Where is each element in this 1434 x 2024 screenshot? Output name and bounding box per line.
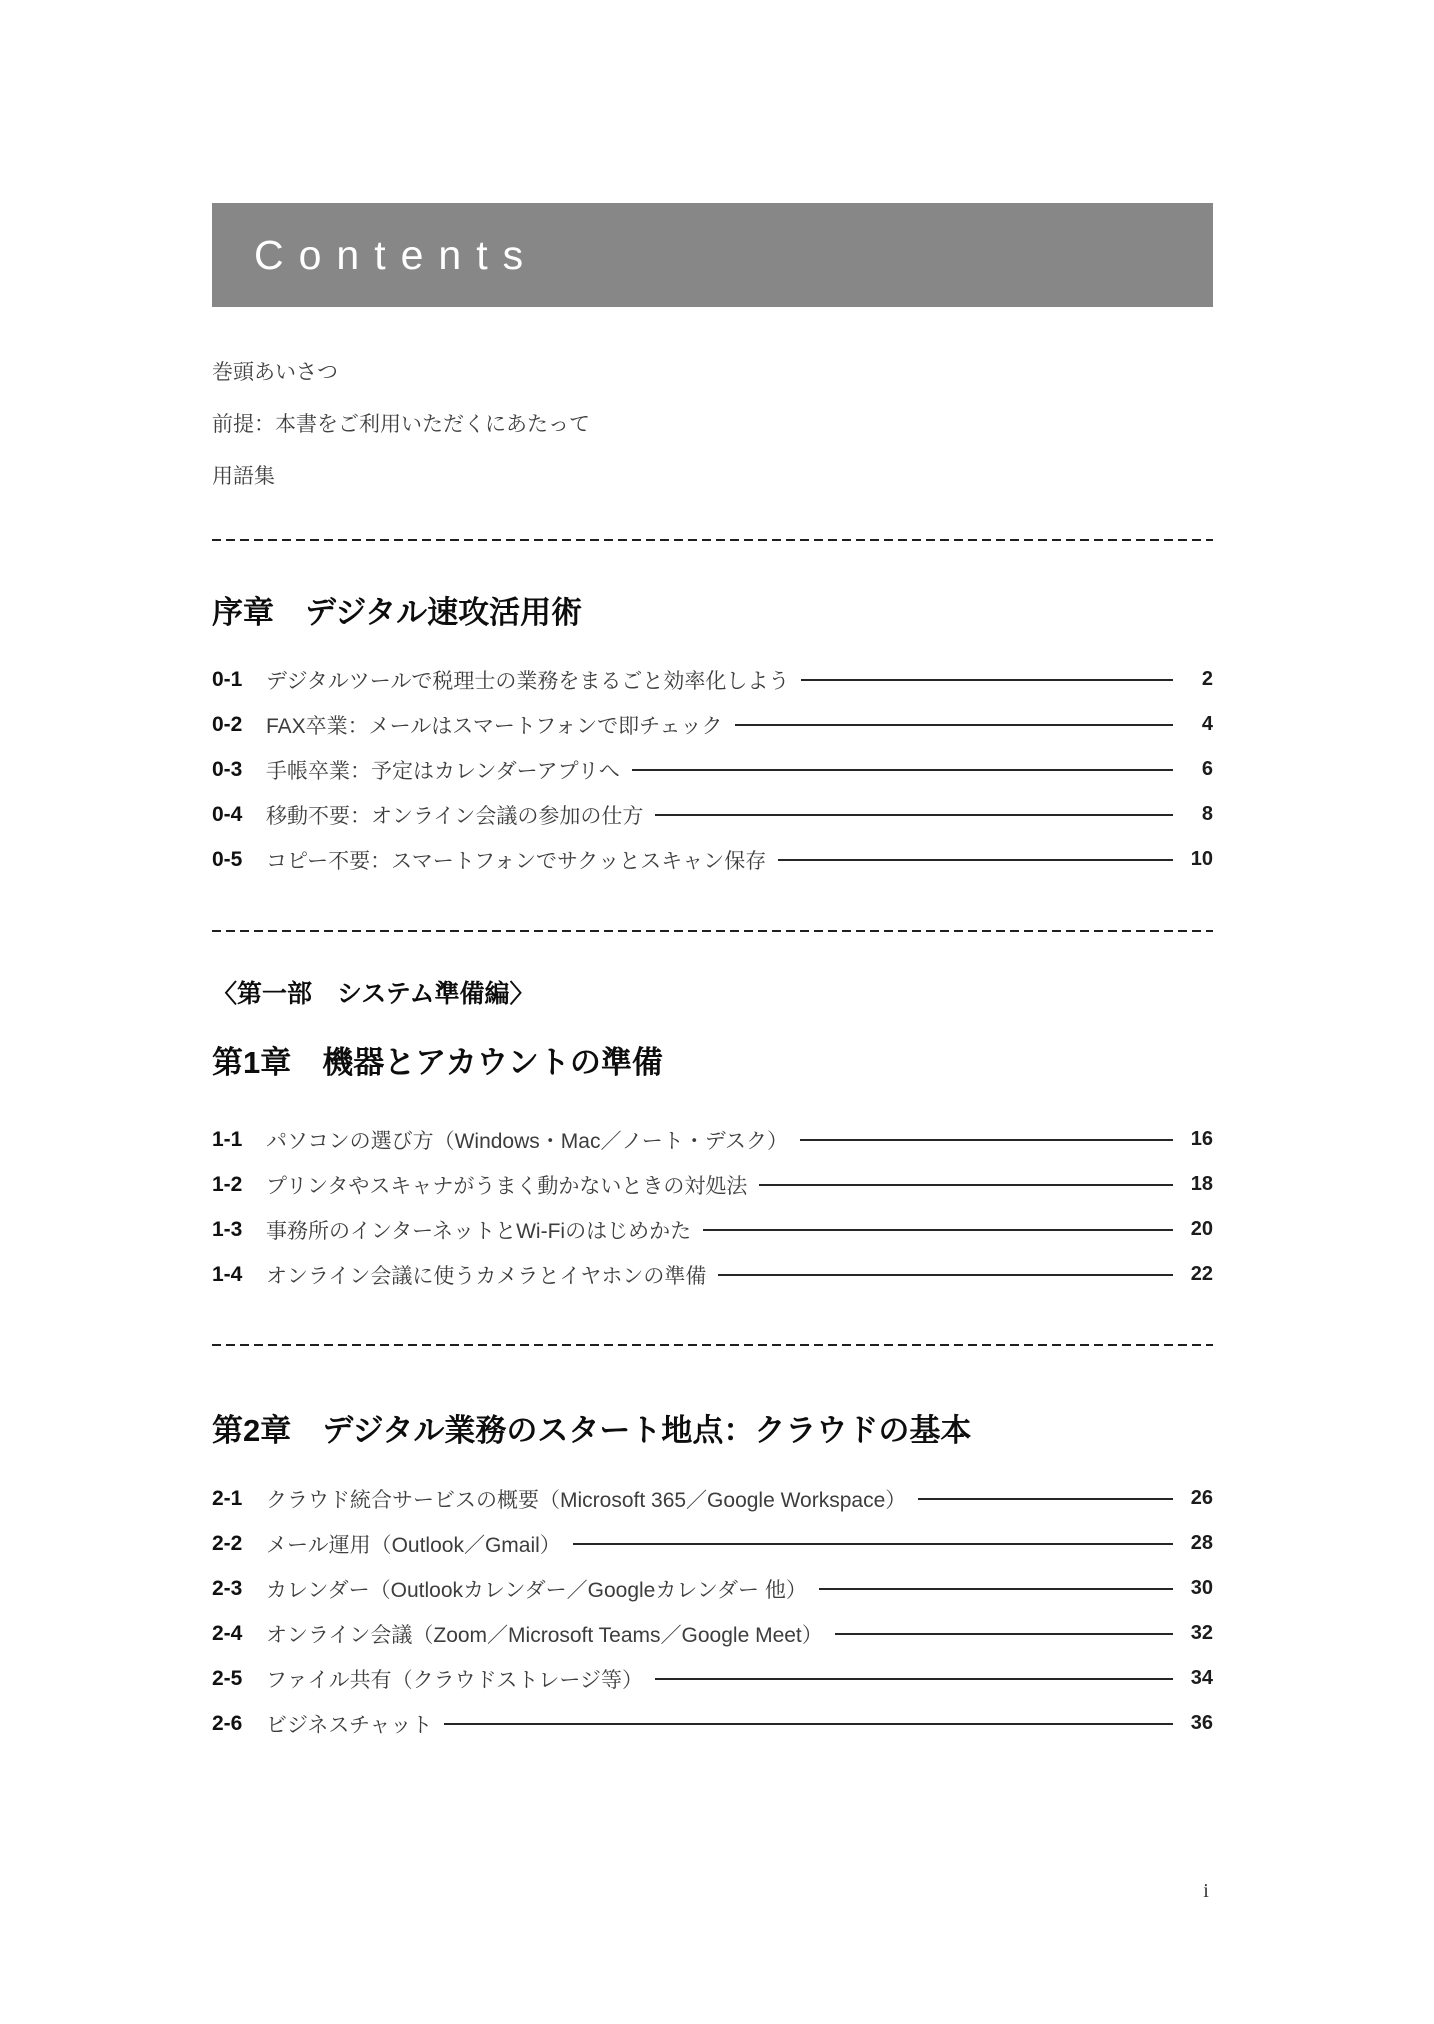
toc-entry [212,747,1213,792]
entry-page: 36 [1190,1712,1213,1734]
entry-page: 18 [1190,1173,1213,1195]
leader-line [918,1498,1173,1500]
toc-entry [212,1162,1213,1207]
entry-number: 2-4 [212,1621,243,1645]
entry-title: オンライン会議（Zoom／Microsoft Teams／Google Meet） [266,1623,823,1647]
part-one-label: 〈第一部 システム準備編〉 [212,980,535,1008]
leader-line [573,1543,1173,1545]
entry-title: カレンダー（Outlookカレンダー／Googleカレンダー 他） [266,1578,807,1602]
toc-entries-chapter2 [212,1476,1213,1746]
entry-page: 20 [1190,1218,1213,1240]
section-heading-chapter2: 第2章 デジタル業務のスタート地点：クラウドの基本 [212,1413,972,1448]
entry-number: 1-2 [212,1172,243,1196]
toc-entry [212,1611,1213,1656]
entry-page: 8 [1201,803,1213,825]
leader-line [655,814,1173,816]
entry-page: 34 [1190,1667,1213,1689]
entry-number: 2-3 [212,1576,243,1600]
entry-page: 30 [1190,1577,1213,1599]
entry-title: パソコンの選び方（Windows・Mac／ノート・デスク） [266,1129,788,1153]
entry-page: 22 [1190,1263,1213,1285]
entry-page: 26 [1190,1487,1213,1509]
toc-entry [212,1117,1213,1162]
entry-number: 2-6 [212,1711,243,1735]
entry-number: 0-4 [212,802,243,826]
entry-number: 2-5 [212,1666,243,1690]
entry-title: コピー不要：スマートフォンでサクッとスキャン保存 [266,849,767,873]
toc-entry [212,1207,1213,1252]
entry-page: 6 [1201,758,1213,780]
toc-entry [212,1476,1213,1521]
entry-title: ビジネスチャット [266,1713,433,1737]
entry-number: 1-3 [212,1217,243,1241]
entry-number: 0-3 [212,757,243,781]
section-heading-intro: 序章 デジタル速攻活用術 [212,595,583,630]
leader-line [801,679,1173,681]
toc-entry [212,1252,1213,1297]
entry-page: 2 [1201,668,1213,690]
toc-entry [212,1701,1213,1746]
toc-entries-intro [212,657,1213,882]
toc-entry [212,1656,1213,1701]
leader-line [632,769,1173,771]
toc-entry [212,1566,1213,1611]
entry-title: 事務所のインターネットとWi-Fiのはじめかた [266,1219,692,1243]
entry-page: 28 [1190,1532,1213,1554]
entry-page: 4 [1201,713,1213,735]
toc-entry [212,1521,1213,1566]
entry-title: メール運用（Outlook／Gmail） [266,1533,561,1557]
leader-line [655,1678,1173,1680]
entry-number: 2-1 [212,1486,243,1510]
leader-line [735,724,1173,726]
entry-title: FAX卒業：メールはスマートフォンで即チェック [266,714,723,738]
toc-entry [212,702,1213,747]
leader-line [444,1723,1173,1725]
entry-page: 32 [1190,1622,1213,1644]
leader-line [835,1633,1173,1635]
dashed-divider [212,1344,1213,1346]
entry-title: デジタルツールで税理士の業務をまるごと効率化しよう [266,669,790,693]
section-heading-chapter1: 第1章 機器とアカウントの準備 [212,1045,663,1080]
entry-title: 移動不要：オンライン会議の参加の仕方 [266,804,644,828]
dashed-divider [212,539,1213,541]
toc-content [212,0,1213,1746]
leader-line [718,1274,1173,1276]
entry-number: 1-4 [212,1262,243,1286]
entry-number: 0-2 [212,712,243,736]
front-matter-list [212,347,1213,503]
entry-page: 16 [1190,1128,1213,1150]
entry-title: オンライン会議に使うカメラとイヤホンの準備 [266,1264,707,1288]
entry-title: クラウド統合サービスの概要（Microsoft 365／Google Workspace） [266,1488,907,1512]
contents-header-bar [212,203,1213,307]
toc-entry [212,837,1213,882]
front-matter-item: 前提：本書をご利用いただくにあたって [212,413,590,436]
front-matter-item: 用語集 [212,465,275,488]
leader-line [703,1229,1173,1231]
leader-line [759,1184,1173,1186]
toc-entry [212,657,1213,702]
dashed-divider [212,930,1213,932]
entry-number: 0-5 [212,847,243,871]
toc-entry [212,792,1213,837]
leader-line [819,1588,1173,1590]
entry-title: プリンタやスキャナがうまく動かないときの対処法 [266,1174,748,1198]
entry-number: 2-2 [212,1531,243,1555]
toc-entries-chapter1 [212,1117,1213,1297]
front-matter-item: 巻頭あいさつ [212,361,338,384]
page-number-footer: i [1203,1880,1209,1902]
entry-number: 1-1 [212,1127,243,1151]
entry-title: ファイル共有（クラウドストレージ等） [266,1668,643,1692]
leader-line [778,859,1173,861]
entry-number: 0-1 [212,667,243,691]
entry-title: 手帳卒業：予定はカレンダーアプリへ [266,759,620,783]
leader-line [800,1139,1173,1141]
entry-page: 10 [1190,848,1213,870]
contents-title: Contents [254,232,539,278]
